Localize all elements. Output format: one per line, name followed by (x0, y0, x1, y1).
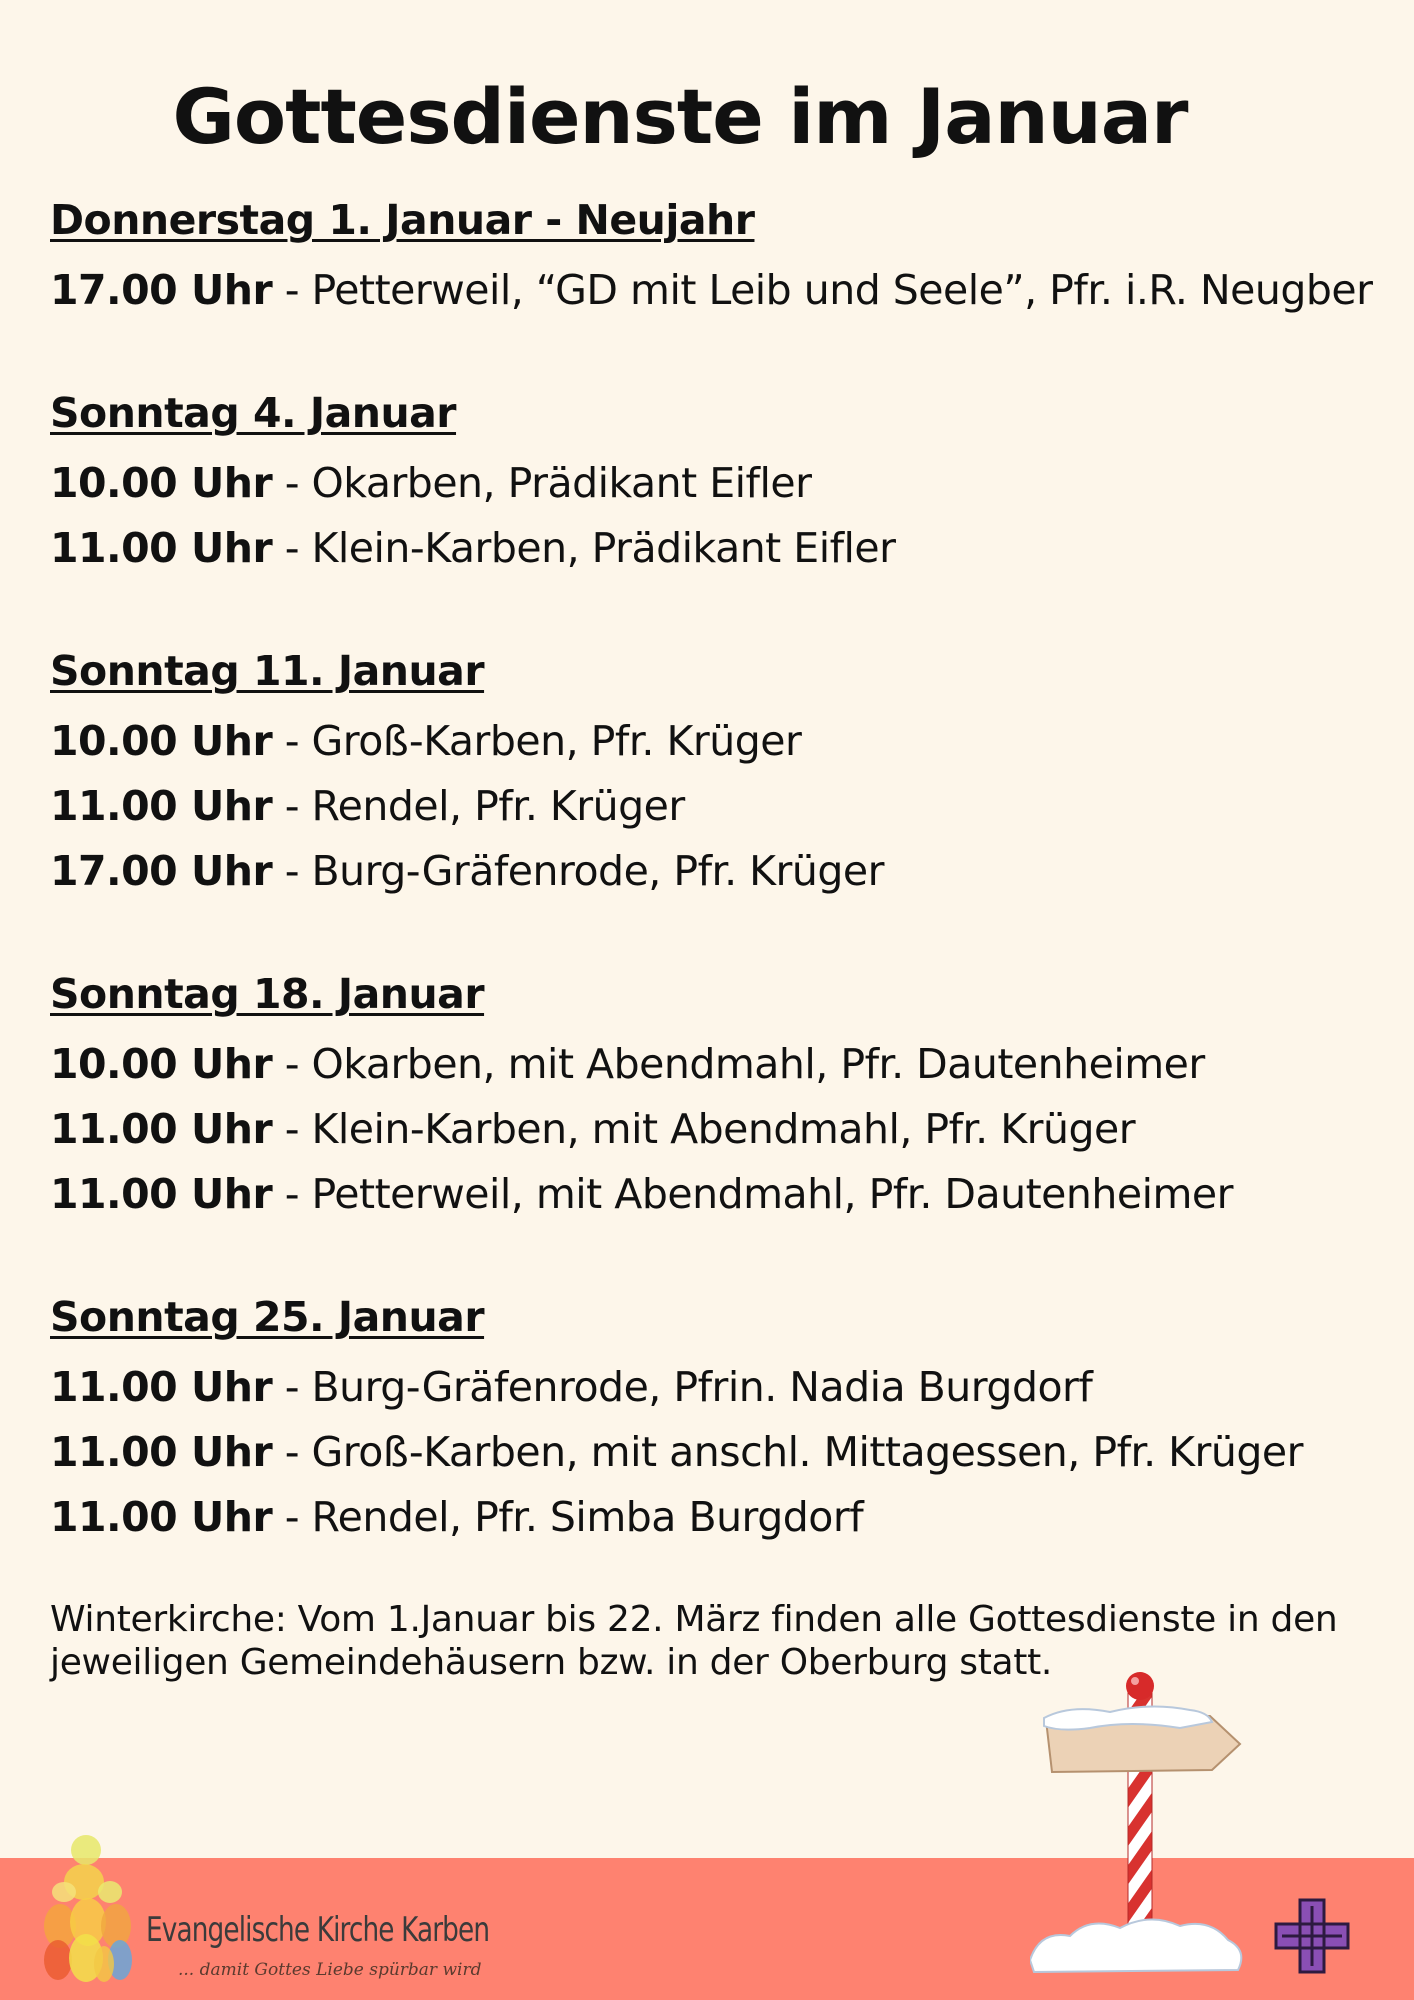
service-line (50, 774, 1390, 839)
day-heading: Donnerstag 1. Januar - Neujahr (50, 196, 755, 244)
service-line (50, 1420, 1390, 1485)
service-details: - Groß-Karben, Pfr. Krüger (272, 717, 802, 765)
day-heading: Sonntag 25. Januar (50, 1293, 485, 1341)
signpost-icon (1030, 1660, 1250, 1980)
service-line (50, 1097, 1390, 1162)
service-time: 17.00 Uhr (50, 266, 273, 314)
page-title: Gottesdienste im Januar (172, 72, 1188, 161)
day-block (50, 1289, 1390, 1550)
service-time: 11.00 Uhr (50, 1170, 273, 1218)
day-heading: Sonntag 11. Januar (50, 647, 485, 695)
service-time: 11.00 Uhr (50, 1105, 273, 1153)
schedule (50, 192, 1390, 1612)
service-line (50, 451, 1390, 516)
service-line (50, 1032, 1390, 1097)
day-block (50, 192, 1390, 323)
day-block (50, 385, 1390, 581)
day-heading: Sonntag 18. Januar (50, 970, 485, 1018)
service-details: - Okarben, Prädikant Eifler (272, 459, 812, 507)
service-time: 11.00 Uhr (50, 782, 273, 830)
day-block (50, 643, 1390, 904)
service-line (50, 1485, 1390, 1550)
service-time: 10.00 Uhr (50, 717, 273, 765)
service-line (50, 839, 1390, 904)
day-block (50, 966, 1390, 1227)
service-details: - Groß-Karben, mit anschl. Mittagessen, Pfr. Krüger (272, 1428, 1304, 1476)
service-line (50, 709, 1390, 774)
service-details: - Klein-Karben, Prädikant Eifler (272, 524, 896, 572)
service-line (50, 516, 1390, 581)
service-details: - Burg-Gräfenrode, Pfrin. Nadia Burgdorf (272, 1363, 1093, 1411)
service-details: - Burg-Gräfenrode, Pfr. Krüger (272, 847, 885, 895)
service-details: - Rendel, Pfr. Krüger (272, 782, 685, 830)
church-logo-icon (36, 1830, 146, 1990)
service-time: 11.00 Uhr (50, 524, 273, 572)
service-details: - Rendel, Pfr. Simba Burgdorf (272, 1493, 864, 1541)
day-heading: Sonntag 4. Januar (50, 389, 457, 437)
service-line (50, 1355, 1390, 1420)
winterkirche-note: Winterkirche: Vom 1.Januar bis 22. März finden alle Gottesdienste in den jeweiligen Gemeindehäusern bzw. in der Oberburg statt. (50, 1599, 1338, 1683)
service-time: 11.00 Uhr (50, 1363, 273, 1411)
service-time: 10.00 Uhr (50, 459, 273, 507)
service-time: 10.00 Uhr (50, 1040, 273, 1088)
org-slogan: ... damit Gottes Liebe spürbar wird (178, 1960, 482, 1980)
service-details: - Klein-Karben, mit Abendmahl, Pfr. Krüger (272, 1105, 1136, 1153)
service-details: - Petterweil, mit Abendmahl, Pfr. Dautenheimer (272, 1170, 1234, 1218)
service-time: 11.00 Uhr (50, 1428, 273, 1476)
service-line (50, 1162, 1390, 1227)
service-time: 17.00 Uhr (50, 847, 273, 895)
cross-icon (1272, 1896, 1352, 1976)
service-details: - Petterweil, “GD mit Leib und Seele”, Pfr. i.R. Neugber (272, 266, 1373, 314)
service-line (50, 258, 1390, 323)
org-name: Evangelische Kirche Karben (146, 1910, 490, 1950)
service-time: 11.00 Uhr (50, 1493, 273, 1541)
service-details: - Okarben, mit Abendmahl, Pfr. Dautenheimer (272, 1040, 1205, 1088)
